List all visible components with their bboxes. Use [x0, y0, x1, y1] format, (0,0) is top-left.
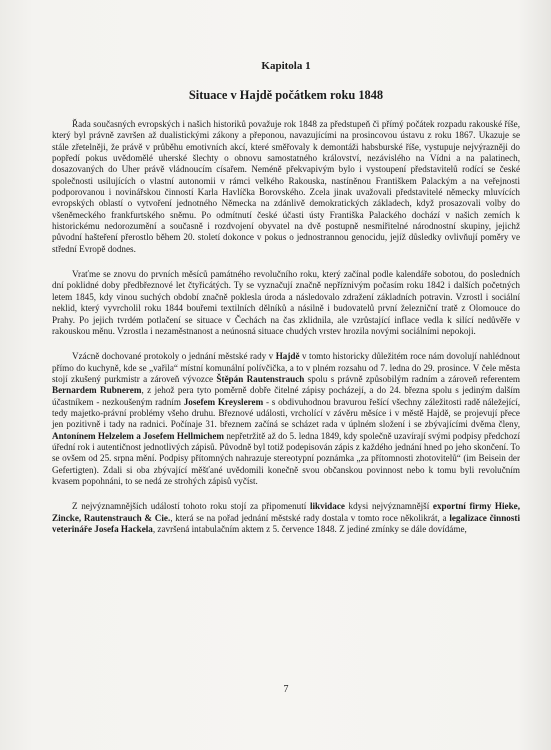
chapter-label: Kapitola 1 [261, 60, 311, 72]
bold-text-run: exportní firmy Hieke, Zincke, Rautenstrauch & Cie. [52, 501, 520, 523]
paragraph [52, 119, 520, 255]
bold-text-run: Josefem Kreyslerem [183, 396, 264, 407]
text-run: v tomto historicky důležitém roce nám dovolují nahlédnout přímo do kuchyně, kde se „vařila“ místní komunální polívčička, a to v plném rozsahu od 7. ledna do 29. prosince. V čele města stojí zkušený purkmistr a zároveň vývozce [52, 351, 520, 384]
text-run: Z nejvýznamnějších událostí tohoto roku stojí za připomenutí [72, 501, 310, 512]
chapter-title: Situace v Hajdě počátkem roku 1848 [188, 88, 384, 102]
book-page [52, 48, 520, 728]
bold-text-run: Hajdě [275, 351, 300, 362]
text-run: spolu s právně způsobilým radním a zároveň referentem [304, 373, 521, 384]
text-run: - s obdivuhodnou bravurou řešící všechny záležitosti radě náležející, tedy majetko-právní problémy všeho druhu. Březnové události, vrcholící v závěru měsíce i v městě Hajdě, se projevují přece jen pozitivně i tady na radnici. Počínaje 31. březnem začíná se scházet rada v úplném složení i se zbývajícími dvěma členy, [52, 396, 520, 430]
text-run: Řada současných evropských i našich historiků považuje rok 1848 za předstupeň či přímý počátek rozpadu rakouské říše, který byl právně završen až dualistickými zákony a přeponou, navazujícími na prosincovou ústavu z roku 1867. Ukazuje se stále zřetelněji, že právě v průběhu emotivních akcí, které směřovaly k demontáži habsburské říše, vystupuje nejvýrazněji do popředí pokus uvědomělé uherské šlechty o obnovu samostatného království, nezávislého na Vídni a na palatinech, dosazovaných do Uher právě vládnoucím císařem. Neméně překvapivým bylo i vystoupení představitelů rodící se české společnosti usilujících o vlastní autonomii v rámci velkého Rakouska, nastíněnou Františkem Palackým a na veřejnosti podporovanou i novinářskou činností Karla Havlíčka Borovského. Zcela jinak uvažovali představitelé německy mluvících evropských oblastí o vytvoření jednotného Německa na zdánlivě demokratických základech, když prosazovali volby do všeněmeckého frankfurtského sněmu. Po odmítnutí české účasti ústy Františka Palackého dochází v našich zemích k historickému nedorozumění a současně i rozdvojení obyvatel na dvě postupně nesmiřitelné národnostní skupiny, jejichž původní hašteření přerostlo během 20. století dokonce v pokus o jednostrannou genocidu, jejíž důsledky ovlivňují poměry ve střední Evropě dodnes. [52, 119, 520, 254]
text-run: nepřetržitě až do 5. ledna 1849, kdy společně uzavírají svými podpisy předchozí úřední rok i autentičnost jednotlivých zápisů. Původně byl totiž podepisován zápis z každého jednání hned po jeho skončení. To se ovšem od 25. srpna mění. Podpisy přítomných nahrazuje stereotypní poznámka „za přítomnosti zhotovitelů“ (im Beisein der Gefertigten). Zdali si oba zbývající měšťané uvědomili konečně svou občanskou povinnost nebo k tomu byli revolučním kvasem popohnáni, to se nedá ze strohých zápisů vyčíst. [52, 430, 520, 486]
bold-text-run: legalizace činnosti veterináře Josefa Hackela [52, 512, 520, 534]
page-number: 7 [283, 684, 289, 695]
bold-text-run: Štěpán Rautenstrauch [216, 373, 305, 384]
chapter-body [52, 119, 520, 535]
text-run: Vraťme se znovu do prvních měsíců památného revolučního roku, který začínal podle kalendáře sobotou, do posledních dní poklidné doby předbřeznové let čtyřicátých. Ty se vyznačují značně nepříznivým počasím roku 1842 i dalších početných letem 1845, kdy vinou suchých období značně poklesla úroda a následovalo zdražení základních potravin. Vzrostl i sociální neklid, který vyvrcholil roku 1844 bouřemi textilních dělníků a násilně i budovatelů první železniční tratě z Olomouce do Prahy. Po jejich tvrdém potlačení se situace v Čechách na čas zklidnila, ale vzrůstající inflace vedla k silící nedůvěře v rakouskou měnu. Vzrostla i nezaměstnanost a neúnosná situace chudých vrstev hrozila novými sociálními nepokoji. [52, 269, 520, 336]
paragraph [52, 351, 520, 487]
bold-text-run: Bernardem Rubnerem [52, 385, 142, 396]
paragraph [52, 269, 520, 337]
text-run: , završená intabulačním aktem z 5. července 1848. Z jediné zmínky se dále dovídáme, [152, 524, 467, 534]
text-run: Vzácně dochované protokoly o jednání městské rady v [72, 351, 276, 362]
text-run: , z jehož pera tyto poměrně dobře čitelné zápisy pocházejí, a do 24. března spolu s jediným dalším účastníkem - nezkoušeným radním [52, 385, 520, 407]
bold-text-run: Antonínem Helzelem a Josefem Hellmichem [52, 430, 224, 441]
bold-text-run: likvidace [309, 501, 345, 512]
text-run: kdysi nejvýznamnější [344, 501, 433, 512]
paragraph [52, 501, 520, 535]
text-run: , která se na pořad jednání městské rady dostala v tomto roce několikrát, a [170, 512, 450, 523]
